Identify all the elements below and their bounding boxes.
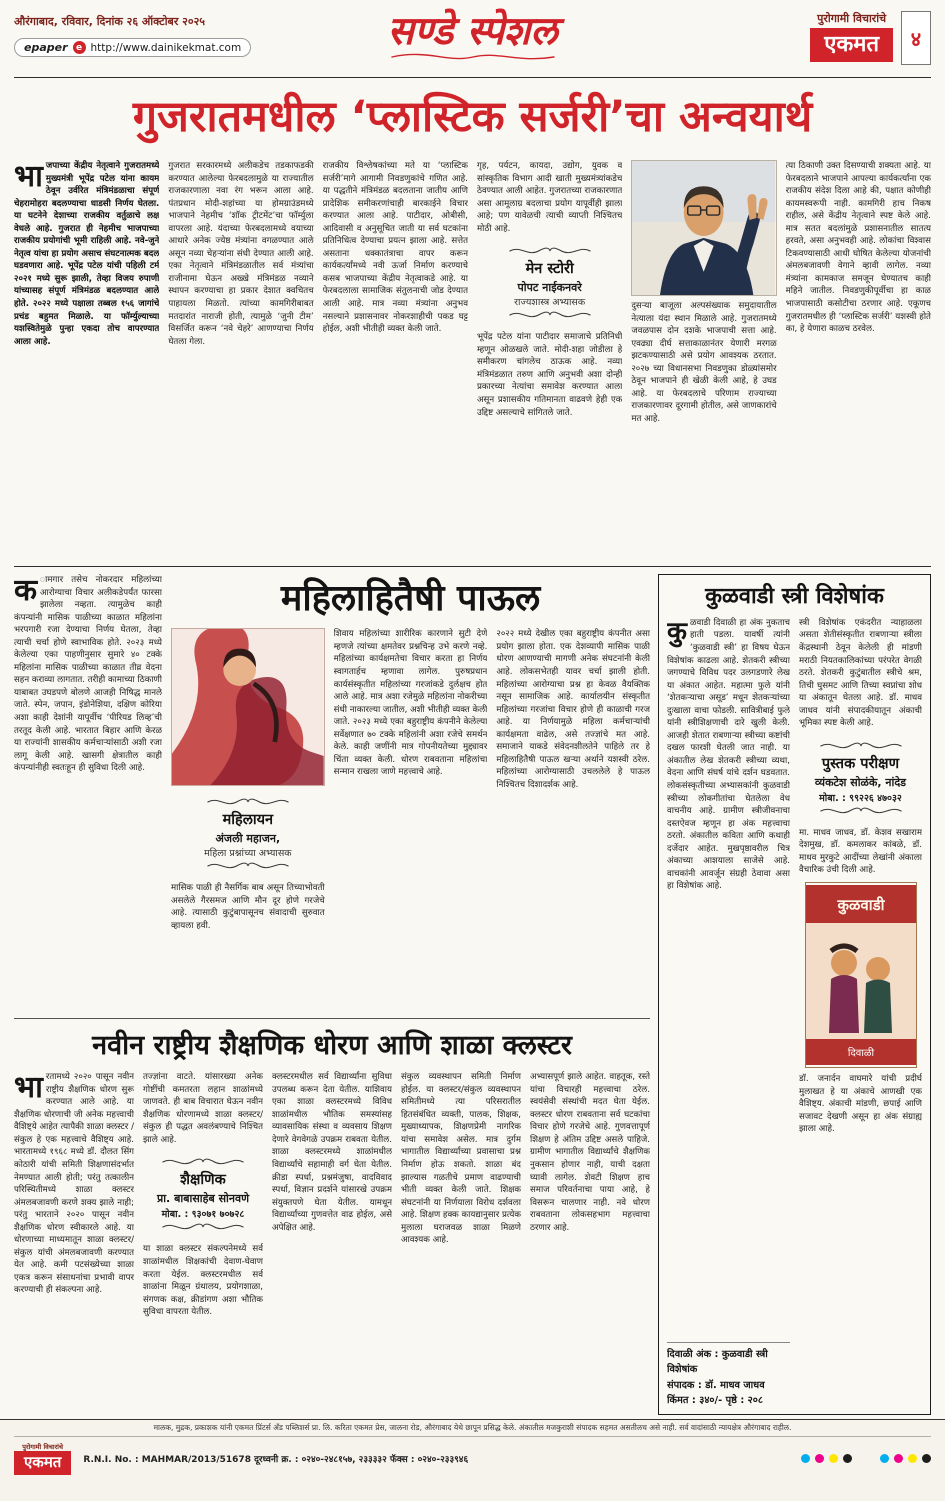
article-headline: नवीन राष्ट्रीय शैक्षणिक धोरण आणि शाळा क्लस्टर [92, 1030, 572, 1061]
masthead [387, 7, 557, 62]
book-cover [805, 882, 917, 1068]
body-text: संकुल व्यवस्थापन समिती निर्माण होईल. या क्लस्टर/संकुल व्यवस्थापन समितीमध्ये त्या परिसरातील हितसंबंधित व्यक्ती, पालक, शिक्षक, मुख्याध्यापक, शिक्षणप्रेमी नागरिक यांचा समावेश असेल. मात्र दुर्गम भागातील विद्यार्थ्यांच्या प्रवासाचा प्रश्न निर्माण होऊ शकतो. शाळा बंद झाल्यास गळतीचे प्रमाण वाढण्याची भीती व्यक्त केली जाते. शिक्षक संघटनांनी या निर्णयाला विरोध दर्शवला आहे. शिक्षण हक्क कायद्यानुसार प्रत्येक मुलाला घराजवळ शाळा मिळणे आवश्यक आहे. [401, 1072, 521, 1246]
book-cover-subtitle: दिवाळी [847, 1048, 874, 1059]
color-registration-marks [801, 1454, 931, 1463]
registration-dot-cyan [880, 1454, 889, 1463]
article-body [171, 574, 650, 1014]
text-column [799, 617, 922, 1408]
flourish-icon [205, 796, 291, 808]
epaper-link-row [14, 38, 251, 57]
registration-dot-magenta [815, 1454, 824, 1463]
dropcap: भा [14, 1071, 43, 1106]
text-column [631, 160, 776, 562]
article-headline: कुळवाडी स्त्री विशेषांक [705, 584, 884, 609]
text-column [496, 628, 650, 1014]
footer-brand-tagline: पुरोगामी विचारांचे [22, 1443, 64, 1451]
brand-tagline: पुरोगामी विचारांचे [817, 12, 887, 25]
flourish-icon [507, 309, 593, 321]
article-headline: महिलाहितैषी पाऊल [280, 578, 541, 619]
brand-logo [810, 11, 893, 62]
registration-dot-yellow [908, 1454, 917, 1463]
main-headline: गुजरातमधील ‘प्लास्टिक सर्जरी’चा अन्वयार्थ [132, 92, 813, 142]
page-number: ४ [901, 11, 931, 65]
column-kicker: पुस्तक परीक्षण [821, 755, 900, 772]
body-text: तज्ज्ञांना वाटते. यांसारख्या अनेक गोष्टींची कमतरता लहान शाळांमध्ये जाणवते. ही बाब विचारात घेऊन नवीन शैक्षणिक धोरणामध्ये शाळा क्लस्टर/संकुल ही पद्धत अवलंबण्याचे निश्चित झाले आहे. [143, 1072, 263, 1145]
text-column [272, 1071, 392, 1412]
dropcap: भा [14, 160, 43, 194]
body-text: मा. माधव जाधव, डॉ. केशव सखाराम देशमुख, डॉ. कमलाकर कांबळे, डॉ. माधव मुरकुटे आदींच्या लेखांनी अंकाला वैचारिक उंची दिली आहे. [799, 827, 922, 876]
body-text: रतामध्ये २०२० पासून नवीन राष्ट्रीय शैक्षणिक धोरण सुरू करण्यात आले आहे. या शैक्षणिक धोरणाची जी अनेक महत्त्वाची वैशिष्ट्ये आहेत त्यापैकी शाळा क्लस्टर / संकुल हे एक महत्त्वाचे वैशिष्ट्य आहे. भारतामध्ये १९६८ मध्ये डॉ. दौलत सिंग कोठारी यांची समिती शिक्षणासंदर्भात नेमण्यात आली होती; परंतु तत्कालीन परिस्थितीमध्ये शाळा क्लस्टर अंमलबजावणी करणे शक्य झाले नाही; परंतु भारताने २०२० पासून नवीन शैक्षणिक धोरण स्वीकारले आहे. या धोरणाच्या माध्यमातून शाळा क्लस्टर/संकुल यांची अंमलबजावणी करण्यात येत आहे. कमी पटसंख्येच्या शाळा एकत्र करून संसाधनांचा प्रभावी वापर करण्याची ही संकल्पना आहे. [14, 1072, 134, 1296]
epaper-icon: e [73, 41, 86, 54]
text-column [143, 1071, 263, 1412]
reviewer-mobile: मोबा. : ९९२२६ ४७०३२ [819, 792, 902, 804]
registration-dot-row [880, 1454, 931, 1463]
author-box-main-story [479, 242, 620, 324]
registration-dot-black [922, 1454, 931, 1463]
body-text: शिवाय महिलांच्या शारीरिक कारणाने सुटी देणे म्हणजे त्यांच्या क्षमतेवर प्रश्नचिन्ह उभे करणे नव्हे. महिलांच्या कार्यक्षमतेचा विचार करता हा निर्णय स्वागतार्हच म्हणावा लागेल. पुरुषप्रधान कार्यसंस्कृतीत महिलांच्या गरजांकडे दुर्लक्षच होत आले आहे. मात्र अशा रजेमुळे महिलांना नोकरीच्या संधी नाकारल्या जातील, अशी भीतीही व्यक्त केली जाते. २०२३ मध्ये एका बहुराष्ट्रीय कंपनीने केलेल्या सर्वेक्षणात ७० टक्के महिलांनी अशा रजेचे समर्थन केले. काही जणींनी मात्र गोपनीयतेच्या मुद्द्यावर चिंता व्यक्त केली. धोरण राबवताना महिलांचा सन्मान राखला जाणे महत्त्वाचे आहे. [333, 629, 488, 778]
dateline: औरंगाबाद, रविवार, दिनांक २६ ऑक्टोबर २०२५ [14, 15, 206, 28]
body-text: गुजरात सरकारमध्ये अलीकडेच तडकाफडकी करण्यात आलेल्या फेरबदलामुळे या राज्यातील राजकारणाला नवा रंग भरून आला आहे. पंतप्रधान मोदी-शहांच्या या होमग्राउंडमध्ये भाजपाने नेहमीच ‘शॉक ट्रीटमेंट’चा फॉर्म्युला वापरला आहे. यंदाच्या फेरबदलामध्ये वयाच्या आधारे अनेक ज्येष्ठ मंत्र्यांना वगळण्यात आले असून नव्या चेहऱ्यांना संधी देण्यात आली आहे. एका नेतृत्वाने मंत्रिमंडळातील सर्व मंत्र्यांचा राजीनामा घेऊन अख्खे मंत्रिमंडळ नव्याने स्थापन करण्याचा हा प्रकार देशात क्वचितच पाहायला मिळतो. त्यांच्या कामगिरीबाबत मतदारांत नाराजी होती, त्यामुळे ‘जुनी टीम’ विसर्जित करून ‘नवे चेहरे’ आणण्याचा निर्णय घेतला गेला. [168, 161, 314, 347]
flourish-icon [507, 245, 593, 257]
text-column [477, 160, 622, 562]
website-link[interactable]: http://www.dainikekmat.com [90, 41, 242, 54]
registration-dot-row [801, 1454, 852, 1463]
section-divider [14, 1018, 650, 1019]
author-name: पोपट नाईकनवरे [517, 281, 582, 295]
header-left [14, 14, 251, 57]
flourish-icon [205, 860, 291, 872]
column-kicker: मेन स्टोरी [525, 261, 574, 278]
column-kicker: शैक्षणिक [180, 1172, 226, 1189]
text-column [14, 1071, 134, 1412]
politician-photo [631, 160, 776, 296]
author-role: महिला प्रश्नांच्या अभ्यासक [204, 848, 292, 860]
body-text: या शाळा क्लस्टर संकल्पनेमध्ये सर्व शाळांमधील शिक्षकांची देवाण-घेवाण करता येईल. क्लस्टरमधील सर्व शाळांना मिळून ग्रंथालय, प्रयोगशाळा, संगणक कक्ष, क्रीडांगण अशा भौतिक सुविधा वापरता येतील. [143, 1244, 263, 1318]
body-text: स्त्री विशेषांक एकंदरीत न्याहाळला असता शेतीसंस्कृतीत राबणाऱ्या स्त्रीला केंद्रस्थानी ठेवून केलेली ही मांडणी मराठी नियतकालिकांच्या परंपरेत वेगळी ठरते. शेतकरी कुटुंबातील स्त्रीचे श्रम, तिची घुसमट आणि तिच्या स्वप्नांचा शोध या अंकातून घेतला आहे. डॉ. माधव जाधव यांनी संपादकीयातून अंकाची भूमिका स्पष्ट केली आहे. [799, 617, 922, 729]
text-column [667, 617, 790, 1408]
text-column [168, 160, 313, 562]
footer-brand-logo [14, 1442, 71, 1475]
flourish-icon [160, 1221, 246, 1233]
imprint-line: मालक, मुद्रक, प्रकाशक यांनी एकमत प्रिंटर्स अँड पब्लिशर्स प्रा. लि. करिता एकमत प्रेस, जालना रोड, औरंगाबाद येथे छापून प्रसिद्ध केले. अंकातील मजकुराशी संपादक सहमत असतीलच असे नाही. सर्व वादांसाठी न्यायक्षेत्र औरंगाबाद राहील. [14, 1423, 931, 1437]
flourish-icon [818, 740, 904, 752]
book-issue-line: दिवाळी अंक : कुळवाडी स्त्री विशेषांक [667, 1349, 768, 1376]
body-text: अभ्यासपूर्ण झाले आहेत. वाहतूक, रस्ते यांचा विचारही महत्त्वाचा ठरेल. स्वयंसेवी संस्थांची मदत घेता येईल. क्लस्टर धोरण राबवताना सर्व घटकांचा विचार होणे गरजेचे आहे. गुणवत्तापूर्ण शिक्षण हे अंतिम उद्दिष्ट असले पाहिजे. ग्रामीण भागातील विद्यार्थ्यांचे शैक्षणिक नुकसान होणार नाही, याची दक्षता घ्यावी लागेल. शेवटी शिक्षण हाच समाज परिवर्तनाचा पाया आहे, हे विसरून चालणार नाही. नवे धोरण राबवताना लोकसहभाग महत्त्वाचा ठरणार आहे. [530, 1072, 650, 1233]
text-column [14, 574, 162, 1014]
text-column [171, 628, 325, 1014]
book-details [667, 1342, 790, 1408]
text-column [786, 160, 931, 562]
article-education-policy [14, 1026, 650, 1412]
rni-line: R.N.I. No. : MAHMAR/2013/51678 दूरध्वनी क्र. : ०२४०-२४८१५७, २३३३३२ फॅक्स : ०२४०-२३३९४६ [83, 1454, 469, 1465]
body-text: राजकीय विश्लेषकांच्या मते या ‘प्लास्टिक सर्जरी’मागे आगामी निवडणुकांचे गणित आहे. या पद्धतीने मंत्रिमंडळ बदलताना जातीय आणि प्रादेशिक समीकरणांचाही बारकाईने विचार करण्यात आला आहे. पाटीदार, ओबीसी, आदिवासी व अनुसूचित जाती या सर्व घटकांना प्रतिनिधित्व देण्याचा प्रयत्न झाला आहे. सत्तेत असताना धक्कातंत्राचा वापर करून कार्यकर्त्यांमध्ये नवी ऊर्जा निर्माण करण्याचे कसब भाजपाच्या केंद्रीय नेतृत्वाकडे आहे. या फेरबदलाला सामाजिक संतुलनाची जोड देण्यात आली आहे. मात्र नव्या मंत्र्यांना अनुभव नसल्याने प्रशासनावर नोकरशाहीची पकड घट्ट होईल, अशी भीतीही व्यक्त केली जाते. [322, 161, 468, 335]
page-footer [0, 1419, 945, 1501]
dropcap: क [14, 574, 38, 608]
section-divider [14, 566, 931, 567]
body-text: त्या ठिकाणी उक्त दिसण्याची शक्यता आहे. या फेरबदलाने भाजपाने आपल्या कार्यकर्त्यांना एक राजकीय संदेश दिला आहे की, पक्षात कोणीही कायमस्वरूपी नाही. कामगिरी हाच निकष राहील, असे केंद्रीय नेतृत्वाने स्पष्ट केले आहे. मात्र सतत बदलांमुळे प्रशासनातील सातत्य हरवते, असा अनुभवही आहे. लोकांचा विश्वास टिकवण्यासाठी आधी घोषित केलेल्या योजनांची अंमलबजावणी वेगाने व्हावी लागेल. नव्या मंत्र्यांना कामकाज समजून घेण्यातच काही महिने जातील. निवडणुकीपूर्वीचा हा काळ भाजपासाठी कसोटीचा ठरणार आहे. एकूणच गुजरातमधील ही ‘प्लास्टिक सर्जरी’ यशस्वी होते का, हे येणारा काळच ठरवेल. [785, 161, 931, 335]
body-text: भूपेंद्र पटेल यांना पाटीदार समाजाचे प्रतिनिधी म्हणून ओळखले जाते. मोदी-शहा जोडीला हे समीकरण चांगलेच ठाऊक आहे. नव्या मंत्रिमंडळात तरुण आणि अनुभवी अशा दोन्ही प्रकारच्या नेत्यांचा समावेश करण्यात आला असून प्रशासकीय गतिमानता वाढवणे हेही एक उद्दिष्ट असल्याचे सांगितले जाते. [476, 332, 623, 418]
book-price-line: किंमत : ३४०/- पृष्ठे : २०८ [667, 1394, 763, 1406]
author-mobile: मोबा. : ९३०७१ ७०७२८ [161, 1209, 245, 1221]
author-role: राज्यशास्त्र अभ्यासक [514, 297, 586, 309]
book-editor-line: संपादक : डॉ. माधव जाधव [667, 1379, 765, 1391]
review-box [801, 737, 920, 820]
body-text: दुसऱ्या बाजूला अल्पसंख्याक समुदायातील नेत्याला यंदा स्थान मिळाले आहे. गुजरातमध्ये जवळपास दोन दशके भाजपाची सत्ता आहे. एवढ्या दीर्घ सत्ताकाळानंतर येणारी मरगळ झटकण्यासाठी असे प्रयोग आवश्यक ठरतात. २०२७ च्या विधानसभा निवडणुका डोळ्यांसमोर ठेवून भाजपाने ही खेळी केली आहे, हे उघड आहे. या फेरबदलाचे परिणाम राज्याच्या राजकारणावर दूरगामी होतील, असे जाणकारांचे मत आहे. [631, 301, 777, 424]
body-text: डॉ. जनार्दन वाघमारे यांची प्रदीर्घ मुलाखत हे या अंकाचे आणखी एक वैशिष्ट्य. अंकाची मांडणी, छपाई आणि सजावट देखणी असून हा अंक संग्राह्य झाला आहे. [799, 1074, 922, 1135]
body-text: क्लस्टरमधील सर्व विद्यार्थ्यांना सुविधा उपलब्ध करून देता येतील. याशिवाय एका शाळा क्लस्टरमध्ये विविध शाळांमधील भौतिक समस्यांसह व्यावसायिक संस्था व व्यवसाय शिक्षण देणारे वेगवेगळे उपक्रम राबवता येतील. शाळा क्लस्टरमध्ये शाळांमधील विद्यार्थ्यांचे सहामाही वर्ग घेता येतील. क्रीडा स्पर्धा, प्रश्नमंजुषा, वादविवाद स्पर्धा, विज्ञान प्रदर्शने यांसारखे उपक्रम संयुक्तपणे घेता येतील. यामधून विद्यार्थ्यांच्या गुणवत्तेत वाढ होईल, असे अपेक्षित आहे. [272, 1072, 392, 1233]
epaper-label: epaper [24, 41, 68, 54]
article-gujarat [14, 160, 931, 562]
body-text: ळवाडी दिवाळी हा अंक नुकताच हाती पडला. यावर्षी त्यांनी ‘कुळवाडी स्त्री’ हा विषय घेऊन विशेषांक काढला आहे. शेतकरी स्त्रीच्या जगण्याचे विविध पदर उलगडणारे लेख या अंकात आहेत. महात्मा फुले यांनी ‘शेतकऱ्याचा असूड’ मधून शेतकऱ्यांच्या दुःखाला वाचा फोडली. सावित्रीबाई फुले यांनी स्त्रीशिक्षणाची दारे खुली केली. आजही शेतात राबणाऱ्या स्त्रीच्या कष्टांची दखल फारशी घेतली जात नाही. या अंकातील लेख शेतकरी स्त्रीच्या व्यथा, वेदना आणि संघर्ष यांचे दर्शन घडवतात. लोकसंस्कृतीच्या अभ्यासकांनी कुळवाडी स्त्रीच्या लोकगीतांचा घेतलेला वेध वाचनीय आहे. ग्रामीण स्त्रीजीवनाचा दस्तऐवज म्हणून हा अंक महत्त्वाचा ठरतो. अंकातील कविता आणि कथाही दर्जेदार आहेत. मुखपृष्ठावरील चित्र अंकाच्या आशयाला साजेसे आहे. वाचकांनी आवर्जून संग्रही ठेवावा असा हा विशेषांक आहे. [667, 617, 790, 892]
author-name: अंजली महाजन, [215, 832, 281, 846]
body-text: जपाच्या केंद्रीय नेतृत्वाने गुजरातमध्ये मुख्यमंत्री भूपेंद्र पटेल यांना कायम ठेवून उर्वरित मंत्रिमंडळाचा संपूर्ण चेहरामोहरा बदलण्याचा धाडसी निर्णय घेतला. या घटनेने देशाच्या राजकीय वर्तुळाचे लक्ष वेधले आहे. गुजरात ही नेहमीच भाजपाच्या राजकीय प्रयोगांची भूमी राहिली आहे. नवे-जुने नेतृत्व यांचा हा प्रयोग असाच संघटनात्मक बदल घडवणारा आहे. भूपेंद्र पटेल यांची पहिली टर्म २०२१ मध्ये सुरू झाली, तेव्हा विजय रुपाणी यांच्यासह संपूर्ण मंत्रिमंडळ बदलण्यात आले होते. २०२२ मध्ये पक्षाला तब्बल १५६ जागांचे प्रचंड बहुमत मिळाले. या फॉर्म्युल्याच्या यशस्वितेमुळे पुन्हा एकदा तोच वापरण्यात आला आहे. [14, 161, 160, 347]
article-women-step [14, 574, 650, 1014]
page-header [14, 6, 931, 78]
text-column [401, 1071, 521, 1412]
author-box-education [145, 1153, 261, 1236]
registration-dot-black [843, 1454, 852, 1463]
masthead-title: सण्डे स्पेशल [387, 8, 558, 54]
brand-name: एकमत [810, 28, 893, 62]
book-cover-title: कुळवाडी [836, 896, 885, 914]
registration-dot-yellow [829, 1454, 838, 1463]
body-text: गृह, पर्यटन, कायदा, उद्योग, युवक व सांस्कृतिक विभाग आदी खाती मुख्यमंत्र्यांकडेच ठेवण्यात आली आहेत. गुजरातच्या राजकारणात असा आमूलाग्र बदलाचा प्रयोग यापूर्वीही झाला आहे; पण यावेळची त्याची व्याप्ती निश्चितच मोठी आहे. [476, 161, 623, 234]
footer-brand-name: एकमत [14, 1451, 71, 1475]
dropcap: कु [667, 616, 687, 647]
registration-dot-magenta [894, 1454, 903, 1463]
article-book-review [658, 574, 931, 1415]
body-text: २०२२ मध्ये देखील एका बहुराष्ट्रीय कंपनीत असा प्रयोग झाला होता. एक देशव्यापी मासिक पाळी धोरण आणण्याची मागणी अनेक संघटनांनी केली आहे. लोकसभेतही यावर चर्चा झाली होती. महिलांच्या आरोग्याचा प्रश्न हा केवळ वैयक्तिक नसून सामाजिक आहे. कार्यालयीन संस्कृतीत महिलांच्या गरजांचा विचार होणे ही काळाची गरज आहे. या निर्णयामुळे महिला कर्मचाऱ्यांची कार्यक्षमता वाढेल, असे तज्ज्ञांचे मत आहे. समाजाने याकडे संवेदनशीलतेने पाहिले तर हे महिलाहितैषी पाऊल खऱ्या अर्थाने यशस्वी ठरेल. महिलांच्या आरोग्यासाठी उचललेले हे पाऊल निश्चितच दिशादर्शक आहे. [496, 629, 651, 790]
flourish-icon [160, 1156, 246, 1168]
body-text: मासिक पाळी ही नैसर्गिक बाब असून तिच्याभोवती असलेले गैरसमज आणि मौन दूर होणे गरजेचे आहे. त्यासाठी कुटुंबापासूनच संवादाची सुरुवात व्हायला हवी. [171, 883, 325, 932]
text-column [334, 628, 488, 1014]
text-column [14, 160, 159, 562]
flourish-icon [818, 805, 904, 817]
author-box-mahilayan [173, 793, 323, 875]
column-kicker: महिलायन [222, 812, 274, 829]
text-column [323, 160, 468, 562]
author-name: प्रा. बाबासाहेब सोनवणे [156, 1192, 250, 1206]
text-column [530, 1071, 650, 1412]
reviewer-name: व्यंकटेश सोळंके, नांदेड [814, 775, 907, 789]
registration-dot-cyan [801, 1454, 810, 1463]
header-right [810, 11, 931, 65]
artwork-illustration [171, 628, 325, 786]
body-text: ामगार तसेच नोकरदार महिलांच्या आरोग्याचा विचार अलीकडेपर्यंत फारसा झालेला नव्हता. त्यामुळेच काही कंपन्यांनी मासिक पाळीच्या काळात महिलांना भरपगारी रजा देण्याचा निर्णय घेतला, तेव्हा त्याची चर्चा होणे स्वाभाविक होते. २०२३ मध्ये केलेल्या एका पाहणीनुसार सुमारे ४० टक्के महिलांना मासिक पाळीच्या काळात तीव्र वेदना सहन कराव्या लागतात. तरीही कामाच्या ठिकाणी याबाबत उघडपणे बोलणे आजही निषिद्ध मानले जाते. स्पेन, जपान, इंडोनेशिया, दक्षिण कोरिया अशा काही देशांनी यापूर्वीच ‘पीरियड लिव्ह’ची तरतूद केली आहे. भारतात बिहार आणि केरळ या राज्यांनी शासकीय कर्मचाऱ्यांसाठी अशी रजा लागू केली आहे. खासगी क्षेत्रातील काही कंपन्यांनीही स्वतःहून ही सुविधा दिली आहे. [14, 575, 162, 774]
